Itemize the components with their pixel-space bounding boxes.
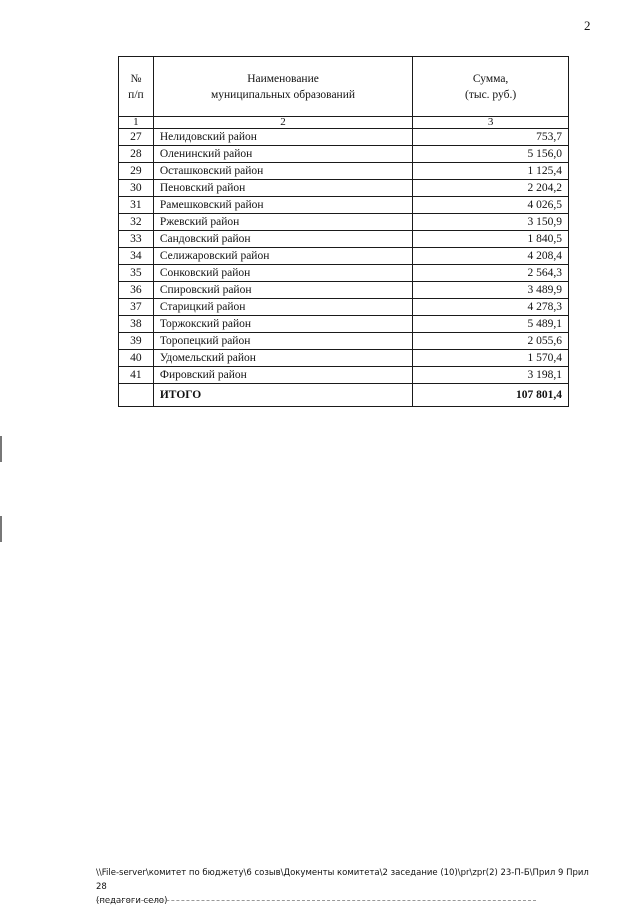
row-sum: 2 055,6 xyxy=(413,333,569,350)
total-row xyxy=(119,384,569,407)
page-number: 2 xyxy=(584,18,591,33)
table-row xyxy=(119,146,569,163)
row-municipality: Старицкий район xyxy=(153,299,412,316)
header-sum-line2: (тыс. руб.) xyxy=(464,88,517,101)
row-sum: 2 204,2 xyxy=(413,180,569,197)
header-sum-line1: Сумма, xyxy=(472,72,509,85)
table-row xyxy=(119,316,569,333)
column-index-2: 2 xyxy=(153,117,412,129)
row-number: 35 xyxy=(119,265,154,282)
row-number: 34 xyxy=(119,248,154,265)
row-number: 32 xyxy=(119,214,154,231)
table-row xyxy=(119,231,569,248)
table-row xyxy=(119,333,569,350)
table-row xyxy=(119,180,569,197)
row-sum: 2 564,3 xyxy=(413,265,569,282)
row-sum: 4 278,3 xyxy=(413,299,569,316)
table-row xyxy=(119,214,569,231)
row-sum: 5 156,0 xyxy=(413,146,569,163)
margin-mark-lower xyxy=(0,516,2,542)
total-number-cell xyxy=(119,384,154,407)
margin-mark-upper xyxy=(0,436,2,462)
row-municipality: Удомельский район xyxy=(153,350,412,367)
file-path-line2: (педагоги село) xyxy=(96,896,168,906)
column-index-1: 1 xyxy=(119,117,154,129)
header-sum xyxy=(413,57,569,117)
row-number: 31 xyxy=(119,197,154,214)
header-municipality-line2: муниципальных образований xyxy=(211,88,356,101)
row-sum: 4 026,5 xyxy=(413,197,569,214)
row-sum: 3 150,9 xyxy=(413,214,569,231)
row-number: 30 xyxy=(119,180,154,197)
table-row xyxy=(119,197,569,214)
file-path-footer xyxy=(96,866,596,908)
row-number: 38 xyxy=(119,316,154,333)
header-number-line2: п/п xyxy=(128,88,144,101)
table-row xyxy=(119,299,569,316)
row-municipality: Фировский район xyxy=(153,367,412,384)
row-municipality: Осташковский район xyxy=(153,163,412,180)
row-number: 37 xyxy=(119,299,154,316)
header-municipality-line1: Наименование xyxy=(247,72,319,85)
row-sum: 1 570,4 xyxy=(413,350,569,367)
header-municipality xyxy=(153,57,412,117)
row-number: 36 xyxy=(119,282,154,299)
row-municipality: Спировский район xyxy=(153,282,412,299)
row-sum: 1 840,5 xyxy=(413,231,569,248)
row-sum: 3 489,9 xyxy=(413,282,569,299)
table-body xyxy=(119,117,569,384)
row-municipality: Пеновский район xyxy=(153,180,412,197)
row-number: 28 xyxy=(119,146,154,163)
row-number: 39 xyxy=(119,333,154,350)
row-municipality: Нелидовский район xyxy=(153,129,412,146)
row-sum: 4 208,4 xyxy=(413,248,569,265)
row-sum: 5 489,1 xyxy=(413,316,569,333)
row-municipality: Оленинский район xyxy=(153,146,412,163)
row-number: 40 xyxy=(119,350,154,367)
row-municipality: Ржевский район xyxy=(153,214,412,231)
table-row xyxy=(119,129,569,146)
header-number-line1: № xyxy=(130,72,142,85)
total-label: ИТОГО xyxy=(153,384,412,407)
table-row xyxy=(119,367,569,384)
row-municipality: Рамешковский район xyxy=(153,197,412,214)
budget-table xyxy=(118,56,569,407)
column-index-row xyxy=(119,117,569,129)
table-row xyxy=(119,265,569,282)
row-municipality: Сонковский район xyxy=(153,265,412,282)
table-row xyxy=(119,282,569,299)
column-index-3: 3 xyxy=(413,117,569,129)
row-municipality: Селижаровский район xyxy=(153,248,412,265)
row-municipality: Торжокский район xyxy=(153,316,412,333)
table-row xyxy=(119,350,569,367)
bottom-rule xyxy=(96,900,536,901)
table-header-row xyxy=(119,57,569,117)
total-sum: 107 801,4 xyxy=(413,384,569,407)
file-path-line1: \\File-server\комитет по бюджету\6 созыв\Документы комитета\2 заседание (10)\pr\zpr(2) 23-П-Б\Прил 9 Прил 28 xyxy=(96,868,589,892)
table-row xyxy=(119,163,569,180)
row-sum: 3 198,1 xyxy=(413,367,569,384)
header-number xyxy=(119,57,154,117)
row-number: 29 xyxy=(119,163,154,180)
row-number: 27 xyxy=(119,129,154,146)
row-sum: 753,7 xyxy=(413,129,569,146)
row-number: 33 xyxy=(119,231,154,248)
row-sum: 1 125,4 xyxy=(413,163,569,180)
row-municipality: Сандовский район xyxy=(153,231,412,248)
row-municipality: Торопецкий район xyxy=(153,333,412,350)
table-row xyxy=(119,248,569,265)
row-number: 41 xyxy=(119,367,154,384)
